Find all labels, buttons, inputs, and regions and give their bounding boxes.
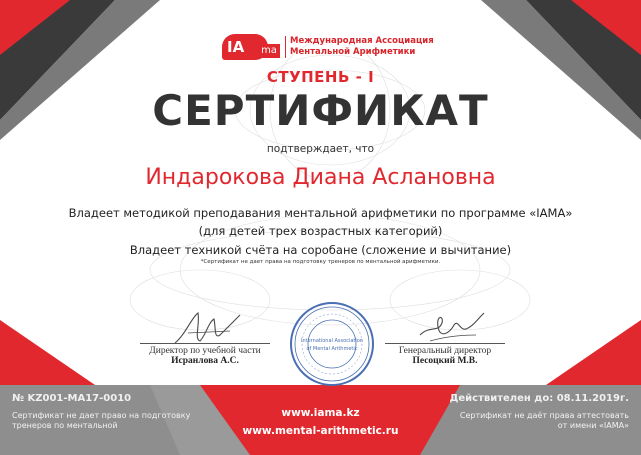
right-signer-name: Песоцкий М.В. [412,356,478,366]
recipient-name: Индарокова Диана Аслановна [145,165,496,190]
stage-label: СТУПЕНЬ - I [266,68,375,86]
stamp-text-1: International Association [301,338,363,344]
official-stamp [288,300,376,388]
disclaimer-note: *Сертификат не дает права на подготовку тренеров по ментальной арифметики. [200,259,441,265]
right-signature-block [385,343,505,366]
stamp-text-2: of Mental Arithmetic [306,346,358,352]
logo-org-line2: Ментальной Арифметики [290,47,416,57]
right-signer-role: Генеральный директор [398,346,492,356]
logo-org-name [290,36,440,58]
footer [0,385,641,455]
website-link-1[interactable]: www.iama.kz [281,407,360,419]
footer-right-note: Сертификат не даёт права аттестовать от имени «IAMA» [459,411,629,430]
certificate-number: № KZ001-MA17-0010 [12,393,132,404]
left-signature-block [140,343,270,366]
logo-separator [285,36,286,58]
qualification-line-3: Владеет техникой счёта на соробане (сложение и вычитание) [129,243,512,257]
logo-org-line1: Международная Ассоциация [290,36,434,46]
qualification-line-2: (для детей трех возрастных категорий) [198,224,443,238]
left-signature-line [140,343,270,344]
qualification-line-1: Владеет методикой преподавания ментальной арифметики по программе «IAMA» [68,206,573,220]
left-signer-role: Директор по учебной части [149,346,261,356]
valid-until-date: Действителен до: 08.11.2019г. [449,393,629,404]
iama-logo [222,34,432,62]
footer-left-note: Сертификат не дает право на подготовку тренеров по ментальной [12,411,191,430]
certificate-title: СЕРТИФИКАТ [152,86,489,135]
right-signature-line [385,343,505,344]
left-signer-name: Исранлова А.С. [171,356,239,366]
confirms-text: подтверждает, что [266,143,375,155]
logo-badge: IA [222,34,268,60]
logo-badge-small: ma [258,44,280,58]
website-link-2[interactable]: www.mental-arithmetic.ru [242,425,399,437]
